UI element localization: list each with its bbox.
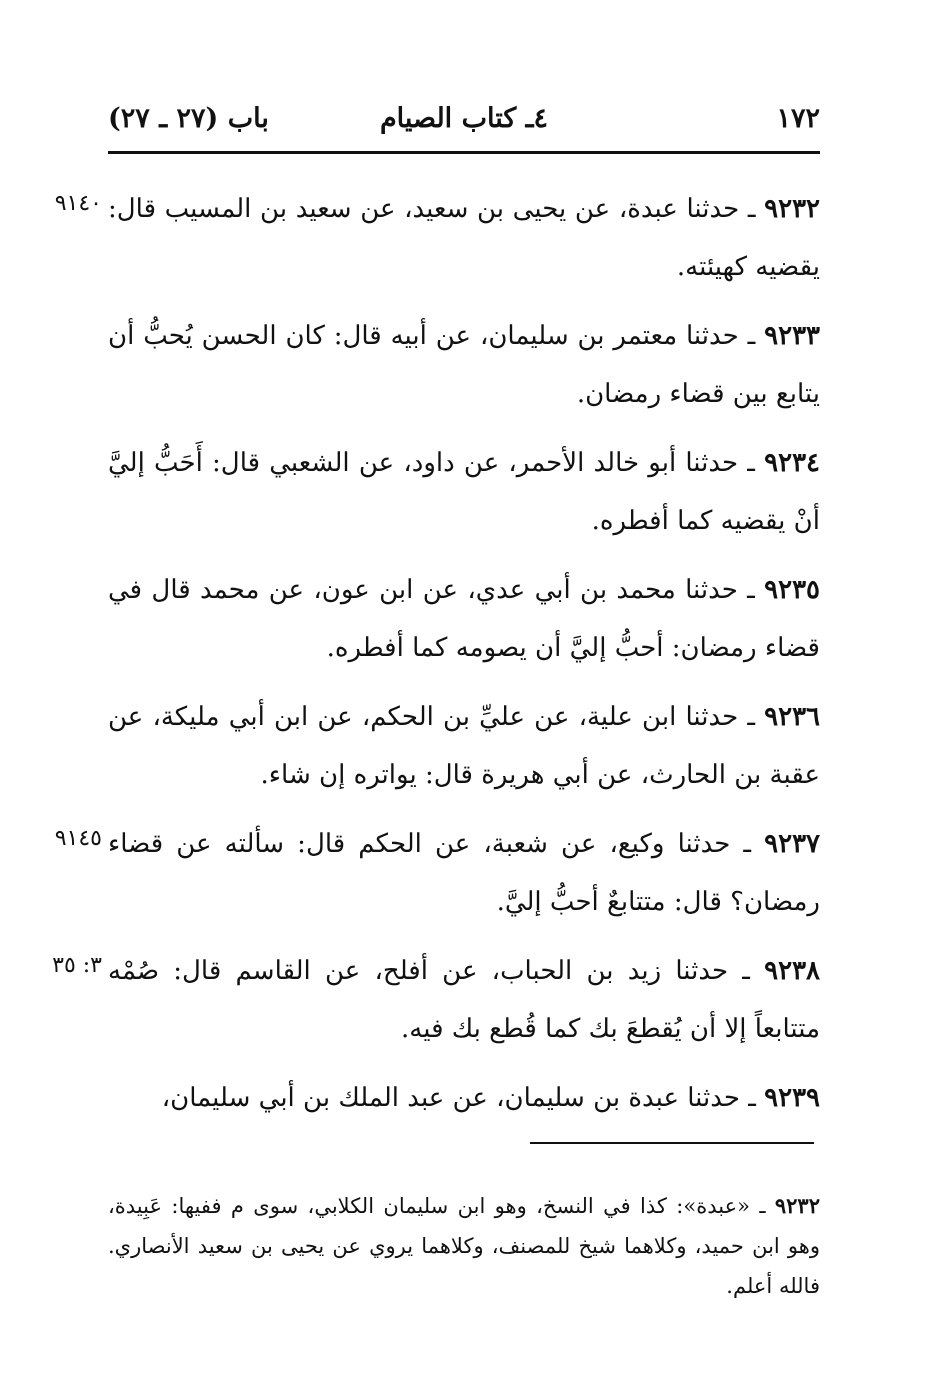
margin-reference: ٣: ٣٥	[52, 953, 102, 978]
hadith-text: ـ حدثنا عبدة، عن يحيى بن سعيد، عن سعيد بن المسيب قال: يقضيه كهيئته.	[108, 194, 820, 282]
hadith-text: ـ حدثنا أبو خالد الأحمر، عن داود، عن الشعبي قال: أَحَبُّ إليَّ أنْ يقضيه كما أفطره.	[108, 448, 820, 536]
main-text	[52, 180, 821, 1138]
footnote-text: ـ «عبدة»: كذا في النسخ، وهو ابن سليمان الكلابي، سوى م ففيها: عَبِيدة، وهو ابن حميد، وكلاهما شيخ للمصنف، وكلاهما يروي عن يحيى بن سعيد الأنصاري. فالله أعلم.	[108, 1194, 820, 1298]
margin-reference: ٩١٤٥	[54, 826, 102, 851]
hadith-number: ٩٢٣٦	[764, 702, 821, 732]
hadith-entry	[108, 1069, 820, 1127]
footnote-rule	[530, 1142, 814, 1144]
hadith-text: ـ حدثنا عبدة بن سليمان، عن عبد الملك بن أبي سليمان،	[161, 1083, 756, 1113]
header-rule	[108, 151, 820, 154]
hadith-text: ـ حدثنا محمد بن أبي عدي، عن ابن عون، عن محمد قال في قضاء رمضان: أحبُّ إليَّ أن يصومه كما أفطره.	[108, 575, 820, 663]
hadith-text: ـ حدثنا معتمر بن سليمان، عن أبيه قال: كان الحسن يُحبُّ أن يتابع بين قضاء رمضان.	[108, 321, 820, 409]
hadith-entry	[108, 561, 820, 677]
hadith-text: ـ حدثنا ابن علية، عن عليِّ بن الحكم، عن ابن أبي مليكة، عن عقبة بن الحارث، عن أبي هريرة قال: يواتره إن شاء.	[108, 702, 820, 790]
margin-reference: ٩١٤٠	[54, 191, 102, 216]
hadith-number: ٩٢٣٣	[764, 321, 820, 351]
book-title: ٤ـ كتاب الصيام	[379, 103, 549, 134]
hadith-number: ٩٢٣٨	[764, 956, 820, 986]
page-number: ١٧٢	[776, 103, 820, 134]
hadith-entry	[52, 942, 820, 1058]
hadith-number: ٩٢٣٧	[764, 829, 821, 859]
chapter-heading: باب (٢٧ ـ ٢٧)	[108, 103, 269, 134]
hadith-number: ٩٢٣٤	[764, 448, 821, 478]
page-header	[108, 96, 820, 144]
hadith-number: ٩٢٣٩	[764, 1083, 820, 1113]
hadith-number: ٩٢٣٢	[764, 194, 820, 224]
hadith-entry	[54, 180, 820, 296]
hadith-entry	[108, 434, 820, 550]
footnote	[108, 1186, 820, 1306]
hadith-number: ٩٢٣٥	[764, 575, 821, 605]
hadith-entry	[108, 688, 820, 804]
footnote-number: ٩٢٣٢	[774, 1193, 820, 1218]
hadith-text: ـ حدثنا وكيع، عن شعبة، عن الحكم قال: سألته عن قضاء رمضان؟ قال: متتابعٌ أحبُّ إليَّ.	[108, 829, 820, 917]
hadith-text: ـ حدثنا زيد بن الحباب، عن أفلح، عن القاسم قال: صُمْه متتابعاً إلا أن يُقطعَ بك كما قُطع بك فيه.	[108, 956, 820, 1044]
hadith-entry	[108, 307, 820, 423]
hadith-entry	[54, 815, 821, 931]
